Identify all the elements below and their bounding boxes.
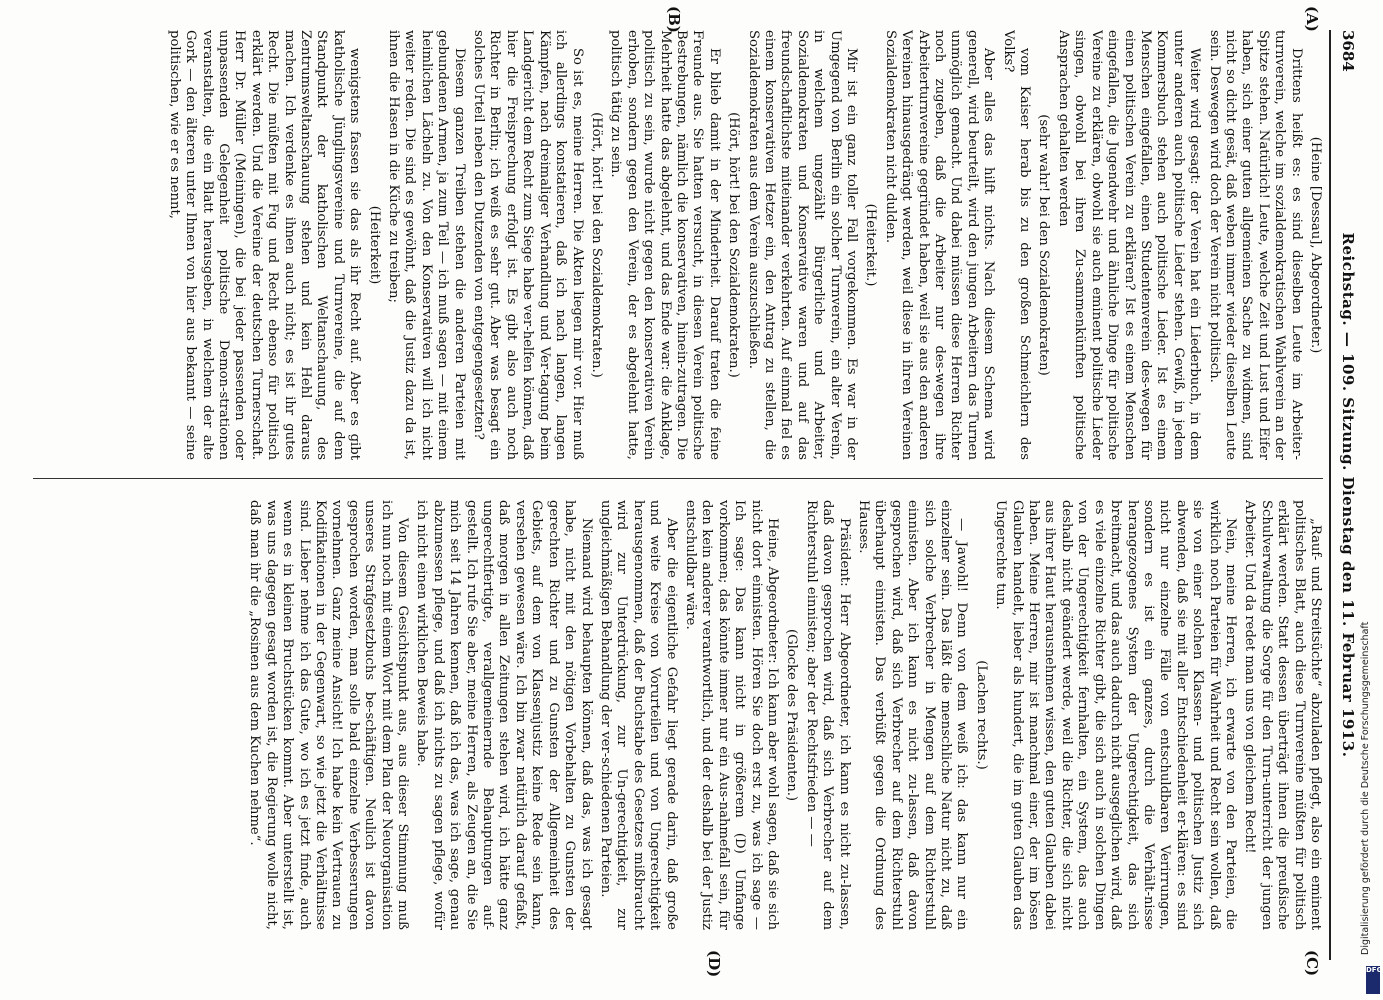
left-column bbox=[23, 30, 1323, 460]
paragraph: Präsident: Herr Abgeordneter, ich kann es nicht zu-lassen, daß davon gesprochen wird, daß sich Verbrecher auf dem Richterstuhl einnisten; aber der Rechtsfrieden — — bbox=[803, 500, 852, 930]
funding-note-strip bbox=[1360, 0, 1378, 960]
paragraph: (Glocke des Präsidenten.) bbox=[784, 628, 800, 802]
paragraph: Niemand wird behaupten können, daß das, was ich gesagt habe, nicht mit den nötigen Vorbehalten zu Gunsten der gerechten Richter und zu Gunsten der Allgemeinheit des Gebiets, auf dem von Klassenjustiz keine Rede sein kann, versehen gewesen wäre. Ich bin zwar natürlich darauf gefaßt, daß morgen in allen Zeitungen stehen wird, ich hätte ganz ungerechtfertigte, verallgemeinernde Behauptungen auf-gestellt. Ich rufe Sie aber, meine Herren, als Zeugen an, die Sie mich seit 14 Jahren kennen, daß ich das, was ich sage, genau abzumessen pflege, und daß ich nichts zu sagen pflege, wofür ich nicht einen wirklichen Beweis habe. bbox=[414, 500, 594, 930]
marker-b: (B) bbox=[665, 6, 683, 33]
marker-c: (C) bbox=[1303, 950, 1321, 977]
marker-a: (A) bbox=[1303, 6, 1321, 32]
dfg-logo bbox=[1366, 966, 1383, 994]
funding-note: Digitalisierung gefördert durch die Deutsche Forschungsgemeinschaft bbox=[1360, 621, 1371, 955]
paragraph: Aber alles das hilft nichts. Nach diesem Schema wird generell, wird beurteilt, wird den jungen Arbeitern das Turnen unmöglich gemacht. Und dabei müssen diese Herren Richter noch zugeben, daß die Arbeiter nur des-wegen ihre Arbeiterturnvereine gegründet haben, weil sie aus den anderen Vereinen hinausgedrängt werden, weil diese in ihren Vereinen Sozialdemokraten nicht dulden. bbox=[882, 30, 997, 460]
marker-d: (D) bbox=[705, 950, 723, 978]
paragraph: (Hört, hört! bei den Sozialdemokraten.) bbox=[726, 112, 742, 378]
page-header bbox=[1331, 30, 1357, 960]
paragraph: Drittens heißt es: es sind dieselben Leute im Arbeiter-turnverein, welche im sozialdemokratischen Wahlverein an der Spitze stehen. Natürlich! Leute, welche Zeit und Lust und Eifer haben, sich einer guten allgemeinen Sache zu widmen, sind nicht so dicht gesät, daß weben immer wieder dieselben Leute sein. Deswegen wird doch der Verein nicht politisch. bbox=[1206, 30, 1304, 460]
paragraph: vom Kaiser herab bis zu den großen Schmeichlern des Volks? bbox=[1000, 30, 1033, 460]
page-title: Reichstag. — 109. Sitzung. Dienstag den 11. Februar 1913. bbox=[1339, 232, 1357, 758]
paragraph: (Lachen rechts.) bbox=[973, 660, 989, 770]
paragraph: „Rauf- und Streitsüchte“ abzuladen pflegt, also ein eminent politisches Blatt, auch diese Turnvereine müßten für politisch erklärt werden. Statt dessen überträgt ihnen die preußische Schulverwaltung die Sorge für den Turn-unterricht der jungen Arbeiter. Und da redet man uns von gleichem Recht! bbox=[1242, 500, 1323, 930]
paragraph: Mir ist ein ganz toller Fall vorgekommen. Es war in der Umgegend von Berlin ein solcher Turnverein, ein alter Verein, in welchem ungezählt Bürgerliche und Arbeiter, Sozialdemokraten und Konservative waren und auf das freundschaftlichste miteinander verkehrten. Auf einmal fiel es einem konservativen Hetzer ein, den Antrag zu stellen, die Sozialdemokraten aus dem Verein auszuschließen. bbox=[745, 30, 860, 460]
paragraph: Diesem ganzen Treiben stehen die anderen Parteien mit gebundenen Armen, ja zum Teil — ich muß sagen — mit einem heimlichen Lächeln zu. Von den Konservativen will ich nicht weiter reden. Die sind es gewöhnt, daß die Justiz dazu da ist, ihnen die Hasen in die Küche zu treiben; bbox=[386, 30, 467, 460]
column-divider bbox=[33, 478, 1323, 479]
paragraph: (Heiterkeit) bbox=[366, 205, 382, 285]
paragraph: (sehr wahr! bei den Sozialdemokraten) bbox=[1036, 114, 1052, 376]
paragraph: (Hört, hört! bei den Sozialdemokraten.) bbox=[588, 112, 604, 378]
page-number: 3684 bbox=[1339, 30, 1357, 72]
header-rule bbox=[1329, 30, 1331, 960]
right-column bbox=[23, 500, 1323, 930]
paragraph: So ist es, meine Herren. Die Akten liegen mir vor. Hier muß ich allerdings konstatieren, daß ich nach langen, langen Kämpfen, nach dreimaliger Verhandlung und Ver-tagung beim Landgericht dem Recht zum Siege habe ver-helfen können, daß hier die Freisprechung erfolgt ist. Es gibt also auch noch Richter in Berlin; ich weiß es sehr gut. Aber was besagt ein solches Urteil neben den Dutzenden von entgegengesetzten? bbox=[471, 30, 585, 460]
paragraph: (Heiterkeit.) bbox=[863, 203, 879, 287]
paragraph: Nein, meine Herren, ich erwarte von den Parteien, die wirklich noch Parteien für Wahrheit und Recht sein wollen, daß sie von einer solchen Klassen- und politischen Justiz sich abwenden, daß sie mit aller Entschiedenheit er-klären: es sind nicht nur einzelne Fälle von entschuldbaren Verirrungen, sondern es ist ein ganzes, durch die Verhält-nisse herangezogenes System der Ungerechtigkeit, das sich breitmacht, und das auch dadurch nicht ausgeglichen wird, daß es viele einzelne Richter gibt, die sich auch in solchen Dingen von der Ungerechtigkeit fernhalten, ein System, das auch deshalb nicht geändert werde, weil die Richter, die sich nicht aus ihrer Haut herausnehmen wissen, den guten Glauben dabei haben. Meine Herren, mir ist manchmal einer, der im bösen Glauben handelt, lieber als hundert, die im guten Glauben das Ungerechte tun. bbox=[993, 500, 1238, 930]
paragraph: Er blieb damit in der Minderheit. Darauf traten die feine Freunde aus. Sie hatten versucht, in diesen Verein politische Bestrebungen, nämlich die konservativen, hinein-zutragen. Die Mehrheit hatte das abgelehnt, und das Ende war: die Anklage, politisch zu sein, wurde nicht gegen den konservativen Verein erhoben, sondern gegen den Verein, der es abgelehnt hatte, politisch tätig zu sein. bbox=[608, 30, 722, 460]
paragraph: wenigstens fassen sie das als ihr Recht auf. Aber es gibt katholische Jünglingsvereine und Turnvereine, die auf dem Standpunkt der katholischen Weltanschauung, des Zentrumsweltanschauung stehen und kein Hehl daraus machen. Ich verdenke es ihnen auch nicht; es ist ihr gutes Recht. Die müßten mit Fug und Recht ebenso für politisch erklärt werden. Und die Vereine der deutschen Turnerschaft. Herr Dr. Müller (Meiningen), die bei jeder passenden oder unpassenden Gelegenheit politische Demon-strationen veranstalten, die ein Blatt herausgeben, in welchem der alte Gork — den älteren unter Ihnen von hier aus bekannt — seine politischen, wie er es nennt, bbox=[166, 30, 363, 460]
paragraph: — Jawohl! Denn von dem weiß ich: das kann nur ein einzelner sein. Das läßt die menschliche Natur nicht zu, daß sich solche Verbrecher in Mengen auf dem Richterstuhl einnisten. Aber ich kann es nicht zu-lassen, daß davon gesprochen wird, daß sich Verbrecher auf dem Richterstuhl überhaupt einnisten. Das verbüßt gegen die Ordnung des Hauses. bbox=[856, 500, 970, 930]
paragraph: Aber die eigentliche Gefahr liegt gerade darin, daß große und weite Kreise von Vorurteilen und von Ungerechtigkeit herausgenommen, daß der Buchstabe des Gesetzes mißbraucht wird zur Unterdrückung, zur Un-gerechtigkeit, zur ungleichmäßigen Behandlung der ver-schiedenen Parteien. bbox=[597, 500, 679, 930]
paragraph: Heine, Abgeordneter: Ich kann aber wohl sagen, daß sie sich nicht dort einnisten. Hören Sie doch erst zu, was ich sage — Ich sage: Das kann nicht in größerem (D) Umfange vorkommen; das könnte immer nur ein Aus-nahmefall sein, für den kein anderer verantwortlich, und der deshalb bei der Justiz entschuldbar wäre. bbox=[682, 500, 780, 930]
dfg-logo-text: DFG bbox=[1366, 966, 1383, 974]
paragraph: (Heine [Dessau], Abgeordneter.) bbox=[1308, 136, 1323, 354]
paragraph: Weiter wird gesagt: der Verein hat ein Liederbuch, in dem unter anderen auch politische Lieder stehen. Gewiß, in jedem Kommersbuch stehen auch politische Lieder. Ist es einem Menschen eingefallen, einen Studentenverein des-wegen für einen politischen Verein zu erklären? Ist es einem Menschen eingefallen, die Jugendwehr und ähnliche Dinge für politische Vereine zu erklären, obwohl sie auch eminent politische Lieder singen, obwohl bei ihren Zu-sammenkünften politische Ansprachen gehalten werden bbox=[1055, 30, 1203, 460]
paragraph: Von diesem Gesichtspunkt aus, aus dieser Stimmung muß ich nun noch mit einem Wort mit dem Plan der Neuorganisation unseres Strafgesetzbuchs be-schäftigen. Neulich ist davon gesprochen worden, man solle bald einzelne Verbesserungen vornehmen. Ganz meine Ansicht! Ich habe kein Vertrauen zu Kodifikationen in der Gegenwart, so wie jetzt die Verhältnisse sind. Lieber nehme ich das Gute, wo ich es jetzt finde, auch wenn es in kleinen Bruchstücken kommt. Aber unterstellt ist, was uns dagegen gesagt worden ist, die Regierung wolle nicht, daß man ihr die „Rosinen aus dem Kuchen nehme“. bbox=[247, 500, 411, 930]
